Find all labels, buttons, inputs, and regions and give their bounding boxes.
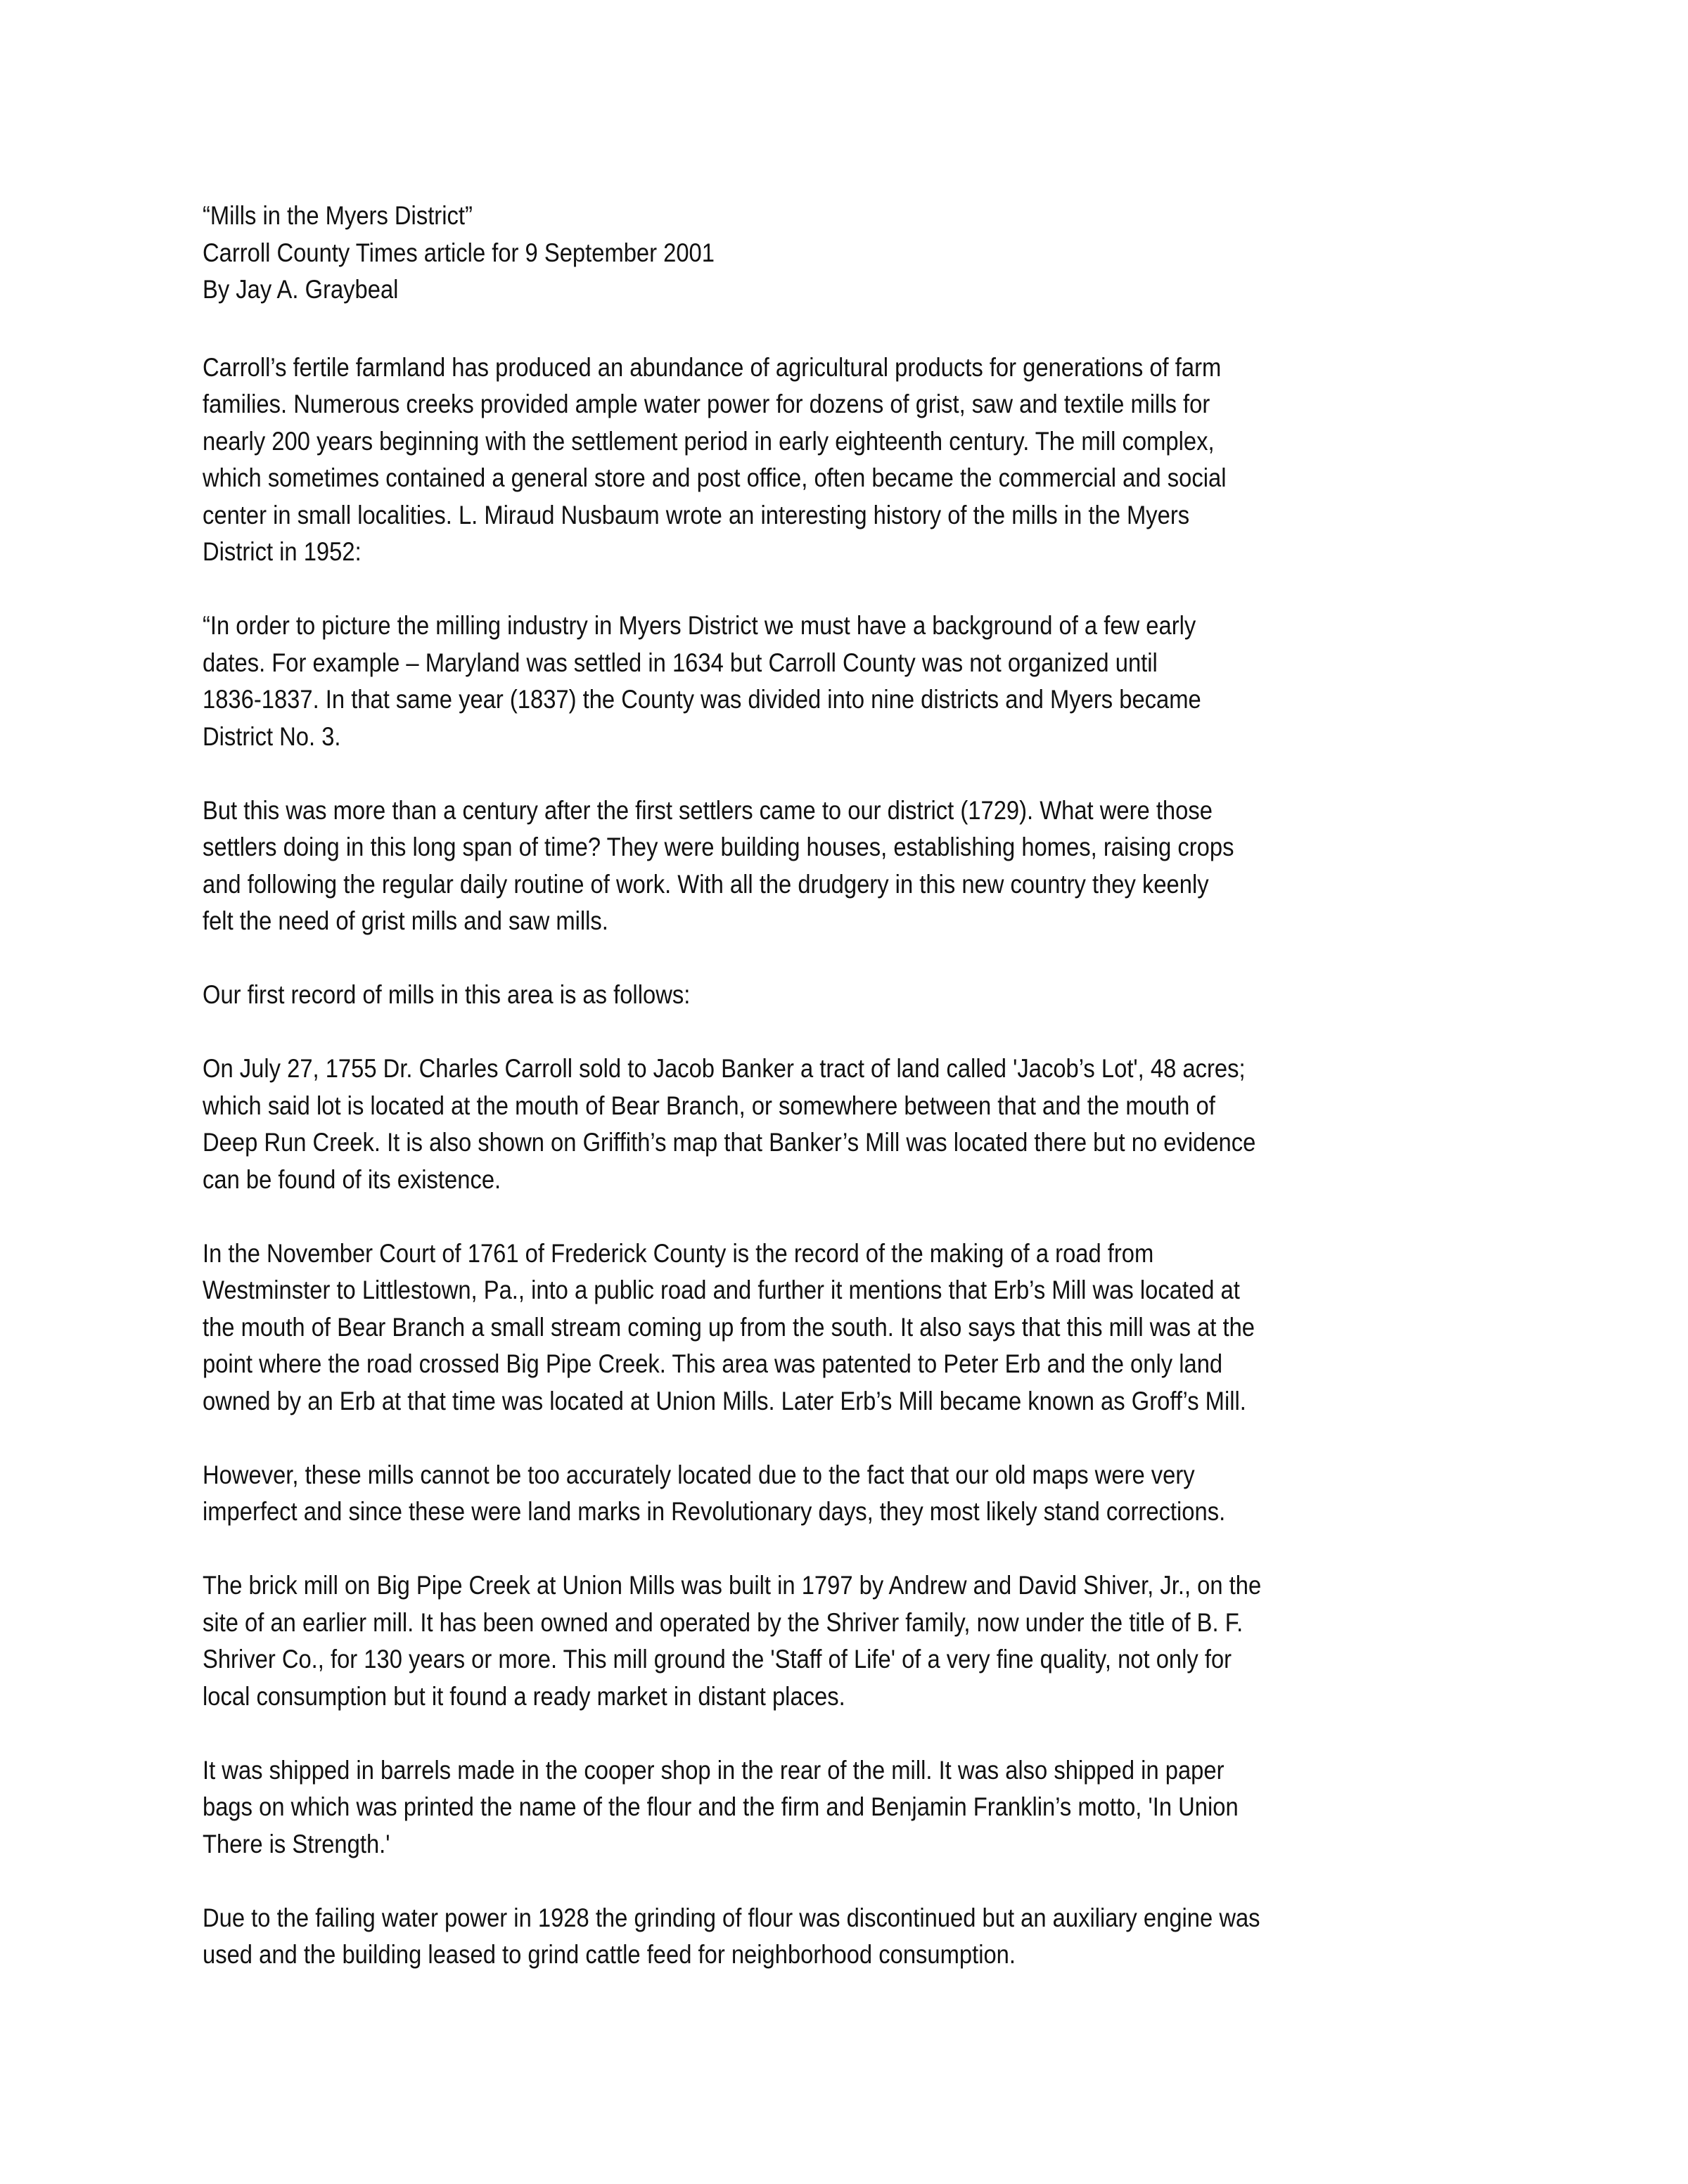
text-line: Due to the failing water power in 1928 the grinding of flour was discontinued but an auxiliary engine was (203, 1903, 1260, 1932)
article-title: “Mills in the Myers District” (203, 201, 473, 230)
paragraph (203, 1752, 1539, 1863)
text-line: Our first record of mills in this area is as follows: (203, 980, 691, 1009)
text-line: which sometimes contained a general store and post office, often became the commercial and social (203, 463, 1227, 492)
text-line: center in small localities. L. Miraud Nusbaum wrote an interesting history of the mills in the Myers (203, 500, 1190, 529)
text-line: But this was more than a century after the first settlers came to our district (1729). What were those (203, 795, 1213, 825)
text-line: settlers doing in this long span of time? They were building houses, establishing homes, raising crops (203, 833, 1234, 861)
document-page (203, 198, 1539, 2010)
paragraph (203, 1235, 1539, 1420)
paragraph (203, 977, 1539, 1014)
text-line: point where the road crossed Big Pipe Creek. This area was patented to Peter Erb and the only land (203, 1349, 1223, 1378)
text-line: It was shipped in barrels made in the cooper shop in the rear of the mill. It was also shipped in paper (203, 1755, 1225, 1785)
byline: By Jay A. Graybeal (203, 275, 399, 304)
text-line: On July 27, 1755 Dr. Charles Carroll sold to Jacob Banker a tract of land called 'Jacob’s Lot', 48 acres; (203, 1054, 1246, 1083)
text-line: “In order to picture the milling industry in Myers District we must have a background of a few early (203, 611, 1196, 640)
paragraph (203, 1567, 1539, 1715)
text-line: nearly 200 years beginning with the settlement period in early eighteenth century. The mill complex, (203, 426, 1215, 456)
text-line: can be found of its existence. (203, 1164, 501, 1194)
text-line: Shriver Co., for 130 years or more. This mill ground the 'Staff of Life' of a very fine quality, not only for (203, 1645, 1232, 1674)
text-line: Westminster to Littlestown, Pa., into a public road and further it mentions that Erb’s Mill was located at (203, 1276, 1240, 1304)
text-line: which said lot is located at the mouth of Bear Branch, or somewhere between that and the mouth of (203, 1091, 1215, 1120)
paragraph (203, 1457, 1539, 1531)
text-line: dates. For example – Maryland was settled in 1634 but Carroll County was not organized until (203, 648, 1158, 677)
text-line: Deep Run Creek. It is also shown on Griffith’s map that Banker’s Mill was located there but no evidence (203, 1128, 1256, 1157)
text-line: Carroll’s fertile farmland has produced an abundance of agricultural products for generations of farm (203, 352, 1222, 382)
text-line: 1836-1837. In that same year (1837) the County was divided into nine districts and Myers became (203, 685, 1201, 714)
text-line: families. Numerous creeks provided ample water power for dozens of grist, saw and textile mills for (203, 390, 1210, 418)
paragraph (203, 608, 1539, 755)
text-line: District in 1952: (203, 537, 362, 566)
paragraph (203, 1051, 1539, 1198)
text-line: and following the regular daily routine of work. With all the drudgery in this new country they keenly (203, 869, 1209, 899)
text-line: used and the building leased to grind cattle feed for neighborhood consumption. (203, 1940, 1016, 1969)
text-line: There is Strength.' (203, 1829, 390, 1858)
paragraph (203, 1900, 1539, 1974)
text-line: the mouth of Bear Branch a small stream coming up from the south. It also says that this mill was at the (203, 1312, 1255, 1342)
text-line: felt the need of grist mills and saw mills. (203, 906, 608, 935)
text-line: District No. 3. (203, 721, 341, 751)
text-line: bags on which was printed the name of the flour and the firm and Benjamin Franklin’s motto, 'In Union (203, 1792, 1239, 1821)
paragraph (203, 792, 1539, 940)
text-line: However, these mills cannot be too accurately located due to the fact that our old maps were very (203, 1460, 1195, 1489)
paragraph (203, 349, 1539, 571)
publication-line: Carroll County Times article for 9 September 2001 (203, 238, 715, 267)
text-line: In the November Court of 1761 of Frederick County is the record of the making of a road from (203, 1238, 1154, 1268)
text-line: local consumption but it found a ready market in distant places. (203, 1681, 845, 1711)
text-line: owned by an Erb at that time was located at Union Mills. Later Erb’s Mill became known as Groff’s Mill. (203, 1386, 1246, 1415)
text-line: site of an earlier mill. It has been owned and operated by the Shriver family, now under the title of B. F. (203, 1607, 1243, 1637)
article-header (203, 198, 1539, 309)
text-line: The brick mill on Big Pipe Creek at Union Mills was built in 1797 by Andrew and David Shiver, Jr., on the (203, 1571, 1262, 1600)
text-line: imperfect and since these were land marks in Revolutionary days, they most likely stand corrections. (203, 1497, 1226, 1526)
article-body (203, 349, 1539, 1974)
